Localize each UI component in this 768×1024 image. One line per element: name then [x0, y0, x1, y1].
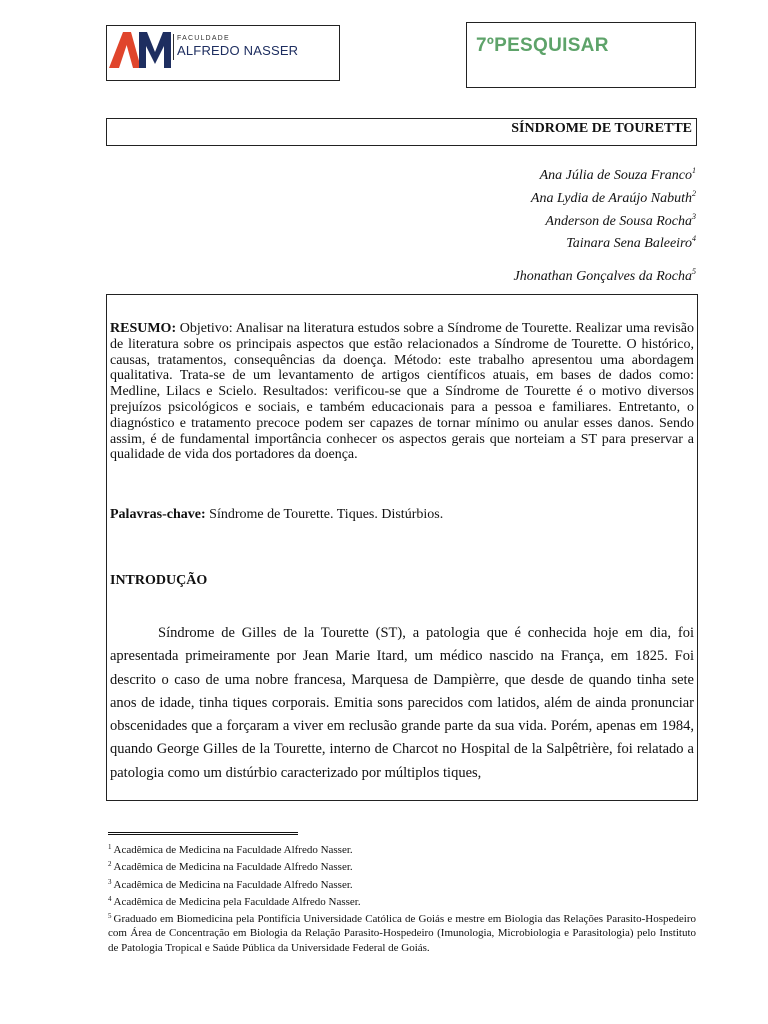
- author-name: Tainara Sena Baleeiro: [566, 236, 692, 251]
- footnote-text: Acadêmica de Medicina na Faculdade Alfredo Nasser.: [113, 861, 353, 874]
- alfredo-nasser-logo-icon: [109, 28, 173, 70]
- document-title: SÍNDROME DE TOURETTE: [511, 121, 692, 136]
- footnote-1: [108, 840, 696, 857]
- footnote-separator: [108, 832, 298, 835]
- abstract-text: Objetivo: Analisar na literatura estudos sobre a Síndrome de Tourette. Realizar uma revisão de literatura sobre os principais aspectos que estão relacionados a Síndrome de Tourette. O histórico, causas, tratamentos, consequências da doença. Método: este trabalho apresentou uma abordagem qualitativa. Trata-se de um levantamento de artigos científicos atuais, em bases de dados como: Medline, Lilacs e Scielo. Resultados: verificou-se que a Síndrome de Tourette é o motivo diversos prejuízos psicológicos e sociais, e também educacionais para a pessoa e familiares. Entretanto, o diagnóstico e tratamento precoce podem ser capazes de tornar mínimo ou anular esses danos. Sendo assim, é de fundamental importância conhecer os aspectos gerais que norteiam a ST para preservar a qualidade de vida dos portadores da doença.: [110, 321, 695, 463]
- author-name: Jhonathan Gonçalves da Rocha: [513, 269, 692, 284]
- keywords: [110, 507, 694, 523]
- footnote-text: Graduado em Biomedicina pela Pontifícia Universidade Católica de Goiás e mestre em Biologia das Relações Parasito-Hospedeiro com Área de Concentração em Biologia da Relação Parasito-Hospedeiro (Imunologia, Microbiologia e Parasitologia) pelo Instituto de Patologia Tropical e Saúde Pública da Universidade Federal de Goiás.: [108, 913, 696, 954]
- abstract: [110, 321, 694, 463]
- footnote-number: 3: [108, 877, 112, 886]
- author-name: Ana Lydia de Araújo Nabuth: [530, 191, 692, 206]
- footnote-4: [108, 892, 696, 909]
- faculdade-logo-box: [106, 25, 340, 81]
- pesquisar-logo-text: 7ºPESQUISAR: [476, 35, 609, 56]
- footnotes: [108, 840, 696, 955]
- footnote-5: [108, 909, 696, 955]
- footnote-number: 5: [108, 912, 112, 921]
- title-box: [106, 118, 697, 146]
- author-note-marker: 3: [692, 212, 696, 221]
- author-1: [540, 166, 696, 184]
- introduction-text: Síndrome de Gilles de la Tourette (ST), a patologia que é conhecida hoje em dia, foi apresentada primeiramente por Jean Marie Itard, um médico nascido na França, em 1825. Foi descrito o caso de uma nobre francesa, Marquesa de Dampièrre, que desde de quando tinha sete anos de idade, tinha tiques corporais. Emitia sons parecidos com latidos, além de ainda pronunciar obscenidades que a forçaram a viver em reclusão grande parte da sua vida. Porém, apenas em 1984, quando George Gilles de la Tourette, interno de Charcot no Hospital de la Salpêtrière, foi relatado a patologia como um distúrbio caracterizado por múltiplos tiques,: [110, 625, 694, 781]
- author-3: [545, 212, 696, 230]
- footnote-2: [108, 857, 696, 874]
- footnote-text: Acadêmica de Medicina na Faculdade Alfredo Nasser.: [113, 844, 353, 856]
- author-note-marker: 4: [692, 234, 696, 243]
- footnote-number: 4: [108, 894, 112, 903]
- author-note-marker: 5: [692, 267, 696, 276]
- footnote-number: 1: [108, 843, 112, 851]
- footnote-text: Acadêmica de Medicina na Faculdade Alfredo Nasser.: [113, 878, 353, 891]
- author-5: [514, 267, 696, 285]
- footnote-3: [108, 875, 696, 892]
- author-note-marker: 2: [692, 189, 696, 198]
- author-note-marker: 1: [692, 166, 696, 175]
- keywords-label: Palavras-chave:: [110, 507, 206, 522]
- pesquisar-logo-box: [466, 22, 696, 88]
- author-name: Anderson de Sousa Rocha: [545, 214, 692, 229]
- author-name: Ana Júlia de Souza Franco: [539, 168, 692, 183]
- main-content-box: [106, 294, 698, 801]
- logo-divider: [173, 34, 174, 60]
- introduction-heading: INTRODUÇÃO: [110, 573, 208, 588]
- logo-institution-name: ALFREDO NASSER: [177, 43, 299, 58]
- footnote-text: Acadêmica de Medicina pela Faculdade Alfredo Nasser.: [113, 895, 361, 908]
- footnote-number: 2: [108, 860, 112, 869]
- keywords-text: Síndrome de Tourette. Tiques. Distúrbios.: [209, 507, 444, 522]
- author-4: [566, 234, 696, 252]
- abstract-label: RESUMO:: [110, 321, 177, 336]
- author-2: [531, 189, 696, 207]
- logo-faculdade-text: FACULDADE: [177, 35, 230, 42]
